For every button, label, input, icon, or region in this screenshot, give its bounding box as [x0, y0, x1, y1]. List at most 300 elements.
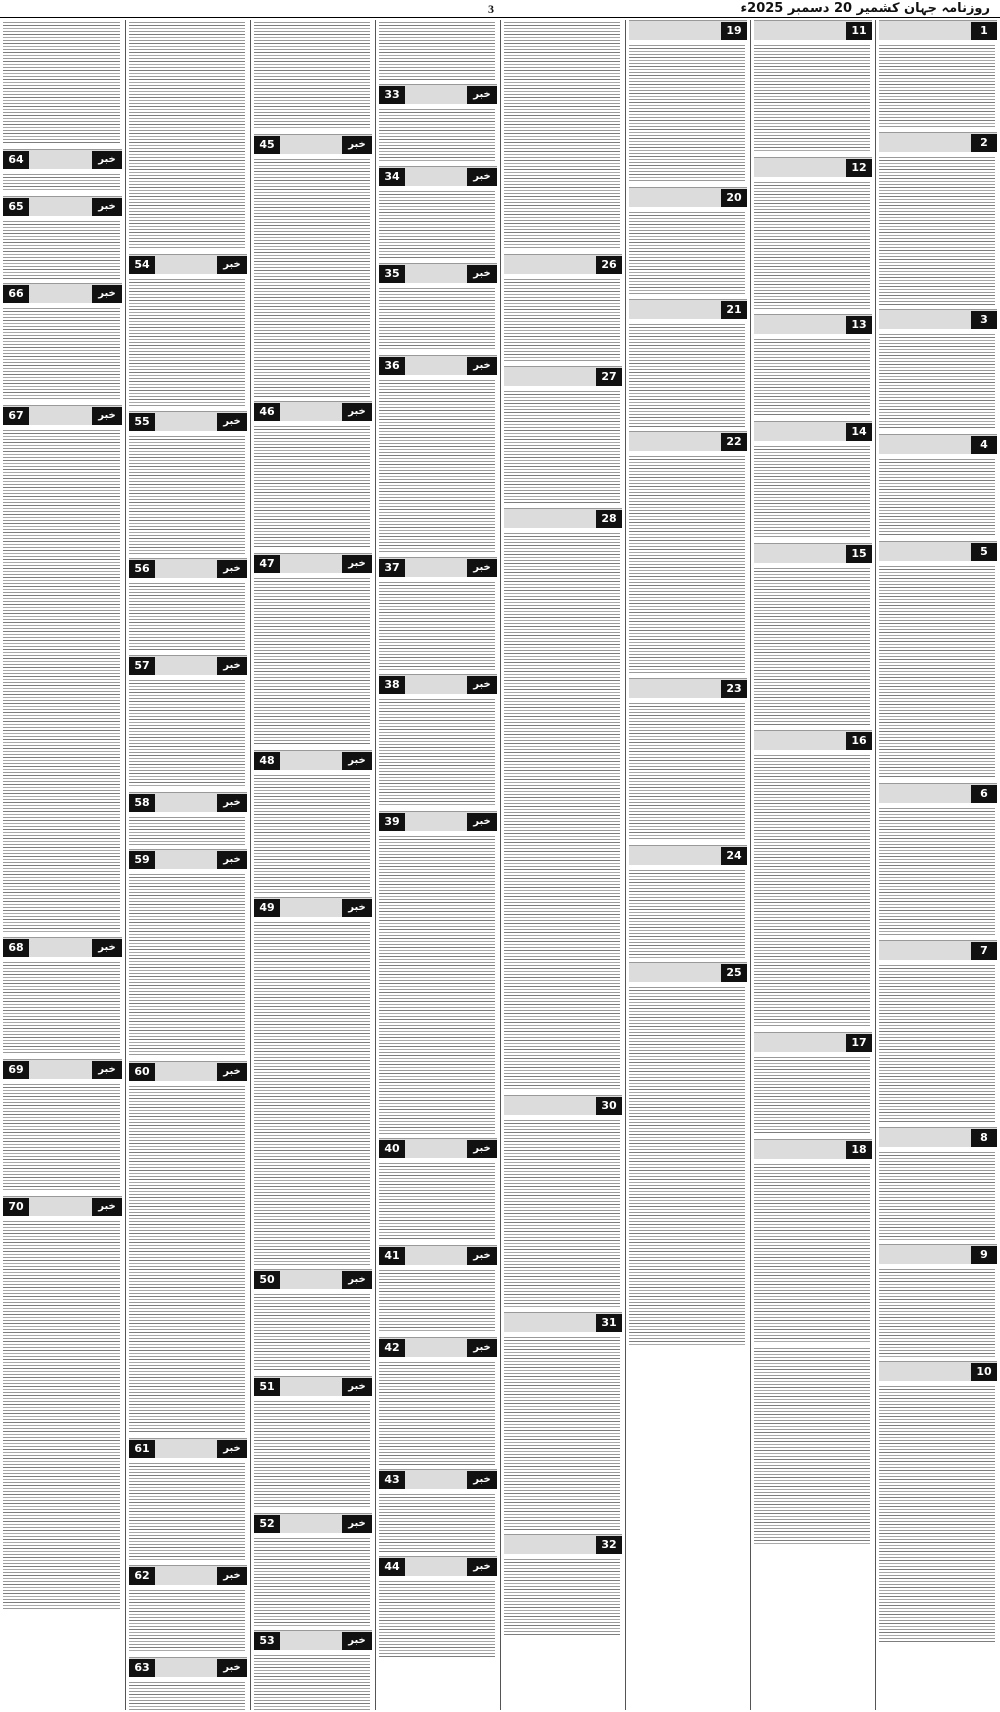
news-item-number: 57 [129, 657, 155, 675]
news-item-header [3, 937, 122, 957]
news-item [879, 940, 997, 1123]
news-item-header [629, 187, 747, 207]
news-item-header [754, 314, 872, 334]
news-item-body-text [754, 1055, 872, 1135]
news-item-body-text [129, 581, 247, 651]
news-label-tag: خبر [217, 1567, 247, 1585]
news-item-body-text [379, 1268, 497, 1333]
news-item-body-text [3, 960, 122, 1055]
news-item-number: 28 [596, 510, 622, 528]
news-item [629, 187, 747, 295]
news-item-header [379, 1337, 497, 1357]
news-item [754, 1032, 872, 1135]
news-item-number: 1 [971, 22, 997, 40]
news-item-header [879, 1361, 997, 1381]
news-item-header [3, 405, 122, 425]
news-item [254, 401, 372, 549]
news-item-number: 32 [596, 1536, 622, 1554]
news-item-number: 11 [846, 22, 872, 40]
news-item [754, 543, 872, 726]
news-item-number: 12 [846, 159, 872, 177]
news-item-body-text [754, 43, 872, 153]
news-item-number: 38 [379, 676, 405, 694]
news-item [879, 1127, 997, 1240]
news-item [129, 792, 247, 845]
news-label-tag: خبر [92, 407, 122, 425]
news-item [379, 84, 497, 162]
news-item-header [754, 157, 872, 177]
news-item-body-text [3, 306, 122, 401]
news-item [3, 283, 122, 401]
news-item-number: 58 [129, 794, 155, 812]
news-item-header [629, 678, 747, 698]
news-column [125, 20, 250, 1710]
news-label-tag: خبر [342, 899, 372, 917]
news-item [254, 1269, 372, 1372]
news-item-number: 44 [379, 1558, 405, 1576]
news-item-body-text [879, 43, 997, 128]
news-item-number: 23 [721, 680, 747, 698]
news-item [379, 1138, 497, 1241]
news-item-header [504, 1312, 622, 1332]
news-item-header [129, 254, 247, 274]
news-item-body-text [254, 157, 372, 397]
news-item-header [754, 1139, 872, 1159]
news-item-header [629, 962, 747, 982]
news-label-tag: خبر [467, 1247, 497, 1265]
news-item-number: 22 [721, 433, 747, 451]
news-item-header [629, 431, 747, 451]
news-item-number: 3 [971, 311, 997, 329]
news-label-tag: خبر [92, 285, 122, 303]
news-item [629, 962, 747, 1345]
news-item-body-text [504, 389, 622, 504]
news-item-body-text [129, 872, 247, 1057]
news-item-number: 56 [129, 560, 155, 578]
news-item-body-text [129, 678, 247, 788]
news-label-tag: خبر [467, 1558, 497, 1576]
news-item-body-text [504, 531, 622, 1091]
news-label-tag: خبر [217, 657, 247, 675]
news-item-number: 69 [3, 1061, 29, 1079]
news-item-header [129, 1061, 247, 1081]
news-column [875, 20, 1000, 1710]
news-item-body-text [629, 43, 747, 183]
news-item [879, 1361, 997, 1644]
news-item [254, 1630, 372, 1710]
news-item-number: 55 [129, 413, 155, 431]
news-item-header [379, 1138, 497, 1158]
news-item [379, 355, 497, 553]
news-item-body-text [629, 210, 747, 295]
news-item [754, 314, 872, 417]
news-item-body-text [129, 1680, 247, 1710]
news-item [879, 132, 997, 305]
news-item-body-text [254, 1536, 372, 1626]
news-item [879, 541, 997, 779]
news-item-body-text [879, 1150, 997, 1240]
news-label-tag: خبر [217, 851, 247, 869]
news-column [0, 20, 125, 1710]
news-item-body-text [629, 454, 747, 674]
news-label-tag: خبر [467, 168, 497, 186]
news-item-body-text [379, 1579, 497, 1659]
news-label-tag: خبر [467, 1471, 497, 1489]
news-item-body-text [754, 1162, 872, 1342]
news-item-header [879, 132, 997, 152]
news-label-tag: خبر [92, 1198, 122, 1216]
news-item-body-text [254, 576, 372, 746]
news-item-header [629, 299, 747, 319]
news-item-header [754, 543, 872, 563]
news-item [254, 553, 372, 746]
news-item-body-text [3, 1082, 122, 1192]
news-item-number: 27 [596, 368, 622, 386]
news-item-header [129, 849, 247, 869]
news-item-number: 13 [846, 316, 872, 334]
news-item-number: 50 [254, 1271, 280, 1289]
news-item-body-text [254, 424, 372, 549]
news-item [254, 897, 372, 1265]
news-item-body-text [129, 20, 247, 250]
news-item-body-text [629, 701, 747, 841]
news-item-header [129, 558, 247, 578]
news-item-body-text [754, 337, 872, 417]
news-item-header [3, 149, 122, 169]
news-item-body-text [129, 434, 247, 554]
news-item-number: 63 [129, 1659, 155, 1677]
news-item [629, 299, 747, 427]
news-item-header [879, 940, 997, 960]
news-item-header [254, 750, 372, 770]
news-item-number: 5 [971, 543, 997, 561]
news-label-tag: خبر [342, 403, 372, 421]
news-item-header [379, 84, 497, 104]
news-item-header [129, 1565, 247, 1585]
news-label-tag: خبر [92, 151, 122, 169]
news-item-body-text [504, 1118, 622, 1308]
news-item-number: 21 [721, 301, 747, 319]
news-label-tag: خبر [342, 1515, 372, 1533]
news-item-number: 67 [3, 407, 29, 425]
news-item-body-text [504, 20, 622, 250]
news-item-body-text [879, 332, 997, 430]
news-item [379, 20, 497, 80]
news-item [754, 421, 872, 539]
news-item-header [754, 1032, 872, 1052]
news-item-body-text [879, 457, 997, 537]
news-item-body-text [3, 1219, 122, 1609]
news-item-body-text [629, 868, 747, 958]
news-item-header [254, 134, 372, 154]
news-item-header [254, 897, 372, 917]
news-item-body-text [129, 815, 247, 845]
news-label-tag: خبر [217, 560, 247, 578]
news-item-body-text [379, 20, 497, 80]
news-item [129, 411, 247, 554]
news-item-header [379, 1245, 497, 1265]
news-item-number: 36 [379, 357, 405, 375]
news-item-body-text [879, 1267, 997, 1357]
news-item-header [379, 674, 497, 694]
news-item-header [504, 508, 622, 528]
news-item-body-text [254, 773, 372, 893]
news-item [754, 157, 872, 310]
news-item-header [879, 1244, 997, 1264]
news-item [379, 674, 497, 807]
news-item-header [129, 411, 247, 431]
news-item [129, 1438, 247, 1561]
news-item-number: 40 [379, 1140, 405, 1158]
news-item-header [379, 355, 497, 375]
news-item-number: 52 [254, 1515, 280, 1533]
news-item-body-text [254, 20, 372, 130]
news-item-body-text [3, 219, 122, 279]
news-item-number: 30 [596, 1097, 622, 1115]
news-label-tag: خبر [467, 1140, 497, 1158]
news-label-tag: خبر [92, 1061, 122, 1079]
news-item [504, 508, 622, 1091]
news-item-header [504, 1534, 622, 1554]
news-item-header [879, 309, 997, 329]
news-item [754, 1139, 872, 1342]
news-item-number: 54 [129, 256, 155, 274]
news-label-tag: خبر [92, 198, 122, 216]
news-item-number: 59 [129, 851, 155, 869]
news-item [254, 1376, 372, 1509]
news-item-header [879, 434, 997, 454]
news-item-body-text [379, 378, 497, 553]
news-item-number: 31 [596, 1314, 622, 1332]
news-item-header [254, 401, 372, 421]
news-item-number: 9 [971, 1246, 997, 1264]
news-item-body-text [379, 697, 497, 807]
news-item-number: 49 [254, 899, 280, 917]
news-item-header [379, 811, 497, 831]
news-label-tag: خبر [467, 559, 497, 577]
news-item-body-text [129, 1461, 247, 1561]
news-item-header [379, 166, 497, 186]
news-item-number: 37 [379, 559, 405, 577]
news-label-tag: خبر [217, 794, 247, 812]
news-item-header [629, 20, 747, 40]
news-item-body-text [379, 1360, 497, 1465]
news-item-body-text [254, 1399, 372, 1509]
news-item-body-text [254, 1653, 372, 1710]
news-item-body-text [129, 277, 247, 407]
news-item-number: 35 [379, 265, 405, 283]
news-label-tag: خبر [217, 1659, 247, 1677]
news-column [250, 20, 375, 1710]
news-item-header [3, 196, 122, 216]
news-label-tag: خبر [467, 86, 497, 104]
news-item [879, 434, 997, 537]
news-item-header [254, 1630, 372, 1650]
news-item-header [379, 263, 497, 283]
news-item-number: 25 [721, 964, 747, 982]
news-item-body-text [129, 1588, 247, 1653]
news-item [129, 1565, 247, 1653]
news-item-number: 4 [971, 436, 997, 454]
news-item-number: 15 [846, 545, 872, 563]
news-item-number: 48 [254, 752, 280, 770]
news-item [879, 1244, 997, 1357]
news-item-body-text [379, 580, 497, 670]
news-item-number: 26 [596, 256, 622, 274]
news-item-number: 6 [971, 785, 997, 803]
news-label-tag: خبر [342, 1378, 372, 1396]
news-item [129, 655, 247, 788]
news-item-number: 43 [379, 1471, 405, 1489]
news-item-number: 14 [846, 423, 872, 441]
news-item [379, 557, 497, 670]
news-item-number: 19 [721, 22, 747, 40]
news-label-tag: خبر [467, 265, 497, 283]
news-label-tag: خبر [342, 136, 372, 154]
news-item-header [3, 283, 122, 303]
news-item [879, 783, 997, 936]
news-item-body-text [754, 1346, 872, 1546]
news-item [879, 309, 997, 430]
news-item-body-text [629, 322, 747, 427]
news-item [254, 1513, 372, 1626]
news-item-number: 41 [379, 1247, 405, 1265]
news-item-header [879, 541, 997, 561]
news-item-body-text [504, 1335, 622, 1530]
news-item-body-text [3, 428, 122, 933]
news-item-number: 39 [379, 813, 405, 831]
news-item-body-text [879, 806, 997, 936]
news-item-body-text [379, 1492, 497, 1552]
news-label-tag: خبر [342, 1632, 372, 1650]
news-item [504, 366, 622, 504]
news-item [754, 730, 872, 1028]
news-item-number: 46 [254, 403, 280, 421]
news-item-body-text [379, 107, 497, 162]
page-number: 3 [488, 2, 494, 16]
news-item [3, 1059, 122, 1192]
news-item-header [3, 1196, 122, 1216]
news-column [500, 20, 625, 1710]
news-item-body-text [379, 286, 497, 351]
news-item-header [379, 1556, 497, 1576]
news-item-body-text [3, 172, 122, 192]
news-label-tag: خبر [467, 357, 497, 375]
news-item-number: 18 [846, 1141, 872, 1159]
news-item-body-text [879, 963, 997, 1123]
news-item [129, 254, 247, 407]
news-item-header [129, 1438, 247, 1458]
news-item-header [504, 366, 622, 386]
news-item-number: 70 [3, 1198, 29, 1216]
news-item-header [504, 1095, 622, 1115]
news-label-tag: خبر [342, 752, 372, 770]
news-item-body-text [754, 180, 872, 310]
news-item [754, 20, 872, 153]
news-label-tag: خبر [217, 256, 247, 274]
news-item [379, 1469, 497, 1552]
news-item [379, 263, 497, 351]
news-item [129, 20, 247, 250]
news-item-header [254, 553, 372, 573]
news-item-body-text [754, 566, 872, 726]
news-item [3, 937, 122, 1055]
news-item-body-text [879, 155, 997, 305]
news-item-body-text [879, 1384, 997, 1644]
news-item [3, 1196, 122, 1609]
news-item-number: 61 [129, 1440, 155, 1458]
news-item-header [754, 20, 872, 40]
news-item-number: 60 [129, 1063, 155, 1081]
news-item-header [754, 730, 872, 750]
news-item-number: 34 [379, 168, 405, 186]
news-item-number: 33 [379, 86, 405, 104]
news-item [629, 20, 747, 183]
news-column [750, 20, 875, 1710]
news-item-number: 42 [379, 1339, 405, 1357]
news-item-number: 45 [254, 136, 280, 154]
news-item [379, 1556, 497, 1659]
news-label-tag: خبر [342, 555, 372, 573]
news-item-body-text [129, 1084, 247, 1434]
news-item [629, 845, 747, 958]
news-item [254, 134, 372, 397]
newspaper-dateline: روزنامہ جہان کشمیر 20 دسمبر 2025ء [740, 1, 990, 16]
news-item [129, 849, 247, 1057]
news-label-tag: خبر [467, 813, 497, 831]
news-item-header [254, 1513, 372, 1533]
news-item [504, 1095, 622, 1308]
news-item-number: 66 [3, 285, 29, 303]
news-item [3, 405, 122, 933]
news-item-header [879, 783, 997, 803]
news-column [375, 20, 500, 1710]
news-item [3, 149, 122, 192]
news-item [629, 678, 747, 841]
news-item-header [129, 655, 247, 675]
news-item [379, 1245, 497, 1333]
news-item-number: 53 [254, 1632, 280, 1650]
news-label-tag: خبر [217, 1063, 247, 1081]
news-item-number: 47 [254, 555, 280, 573]
news-item-number: 20 [721, 189, 747, 207]
news-item-header [879, 20, 997, 40]
news-item [504, 20, 622, 250]
news-item-body-text [379, 189, 497, 259]
news-label-tag: خبر [467, 1339, 497, 1357]
news-item-number: 8 [971, 1129, 997, 1147]
news-item-number: 7 [971, 942, 997, 960]
news-item-number: 65 [3, 198, 29, 216]
news-item-header [129, 1657, 247, 1677]
news-item-body-text [879, 564, 997, 779]
news-item [379, 166, 497, 259]
news-item-body-text [504, 277, 622, 362]
news-label-tag: خبر [217, 413, 247, 431]
news-item-body-text [629, 985, 747, 1345]
news-item [379, 1337, 497, 1465]
news-item [129, 1061, 247, 1434]
news-label-tag: خبر [92, 939, 122, 957]
news-item [879, 20, 997, 128]
masthead [0, 0, 1000, 18]
news-item-header [254, 1376, 372, 1396]
news-label-tag: خبر [342, 1271, 372, 1289]
news-item-header [504, 254, 622, 274]
news-column [625, 20, 750, 1710]
news-item-header [379, 557, 497, 577]
news-item-body-text [254, 920, 372, 1265]
